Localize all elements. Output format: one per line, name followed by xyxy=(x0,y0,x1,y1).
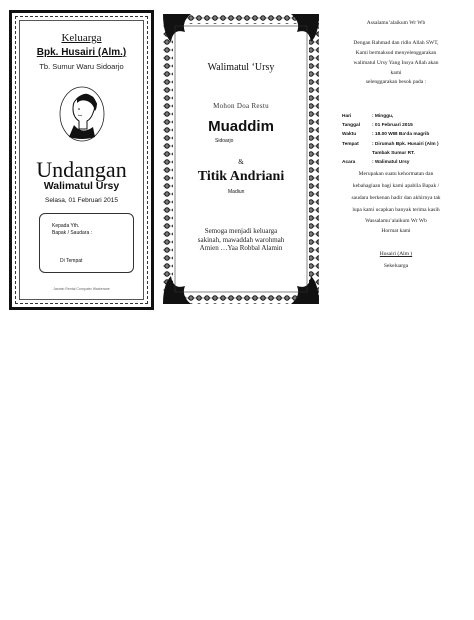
cover-host-name: Bpk. Husairi (Alm.) xyxy=(36,47,127,58)
greeting: Assalamu’alaikum Wr Wb xyxy=(366,20,426,26)
bride-portrait-illustration xyxy=(57,85,107,143)
cover-footer: Jasmin Rental Computer Warkerane xyxy=(53,287,110,291)
inner-blessing: Mohon Doa Restu xyxy=(213,102,269,110)
inner-event-title: Walimatul ‘Ursy xyxy=(207,62,275,73)
ampersand: & xyxy=(238,158,244,166)
details-panel xyxy=(326,14,466,284)
closing-line-1: Merupakan suatu kehormatan dan xyxy=(358,171,434,177)
intro-line-1: Dengan Rahmad dan ridlo Allah SWT, xyxy=(353,40,439,46)
prayer-line-2: sakinah, mawaddah warohmah xyxy=(197,235,285,244)
hormat-kami: Hormat kami xyxy=(381,228,411,234)
prayer-line-3: Amien …Yaa Robbal Alamin xyxy=(199,244,283,252)
groom-name: Muaddim xyxy=(208,118,274,135)
row-key: Hari xyxy=(342,114,352,120)
row-value: : Minggu, xyxy=(372,114,394,120)
table-row xyxy=(342,149,462,158)
closing-line-3: saudara berkenan hadir dan akhirnya tak xyxy=(351,195,441,201)
closing-line-4: lupa kami ucapkan banyak terima kasih xyxy=(352,207,440,213)
row-value: : Walimatul Ursy xyxy=(372,160,410,166)
row-key: Waktu xyxy=(342,132,357,138)
recipient-place: Di Tempat xyxy=(60,258,83,264)
cover-address: Tb. Sumur Waru Sidoarjo xyxy=(39,62,124,71)
cover-panel xyxy=(9,10,154,310)
recipient-to: Kepada Yth. xyxy=(52,223,80,229)
groom-city: Sidoarjo xyxy=(215,138,234,144)
table-row xyxy=(342,158,462,167)
closing-line-2: kebahagiaan bagi kami apabila Bapak / xyxy=(352,183,440,189)
recipient-name: Bapak / Saudara : xyxy=(52,230,93,236)
row-value: Tambak Sumur RT. xyxy=(372,150,415,156)
table-row xyxy=(342,130,462,139)
closing-line-5: Wassalamu’alaikum Wr Wb xyxy=(365,218,427,224)
row-key: Tempat xyxy=(342,141,359,147)
prayer-text xyxy=(163,227,319,253)
row-value: : Dirumah Bpk. Husairi (Alm ) xyxy=(372,141,439,147)
cover-keluarga: Keluarga xyxy=(61,32,102,44)
names-panel xyxy=(163,14,319,304)
cover-date: Selasa, 01 Februari 2015 xyxy=(45,197,118,204)
bride-name: Titik Andriani xyxy=(197,169,285,184)
event-details-table xyxy=(342,112,462,167)
intro-line-5: selenggarakan besok pada : xyxy=(365,79,427,85)
cover-heading: Undangan xyxy=(36,157,127,182)
intro-line-3: walimatul Ursy Yang Insya Allah akan xyxy=(353,60,439,66)
row-value: : 01 Februari 2015 xyxy=(372,123,413,129)
intro-line-4: kami xyxy=(390,70,402,76)
row-key: Acara xyxy=(342,160,356,166)
table-row xyxy=(342,140,462,149)
table-row xyxy=(342,121,462,130)
prayer-line-1: Semoga menjadi keluarga xyxy=(204,227,278,235)
signer-family: Sekeluarga xyxy=(383,263,409,269)
recipient-box xyxy=(39,213,134,273)
signer-name: Husairi (Alm ) xyxy=(379,251,413,257)
row-value: : 18.00 WIB Ba’da magrib xyxy=(372,132,430,138)
bride-city: Madiun xyxy=(228,189,245,195)
cover-event: Walimatul Ursy xyxy=(43,180,120,192)
row-key: Tanggal xyxy=(342,123,361,129)
table-row xyxy=(342,112,462,121)
intro-line-2: Kami bermaksud menyelenggarakan xyxy=(355,50,437,56)
